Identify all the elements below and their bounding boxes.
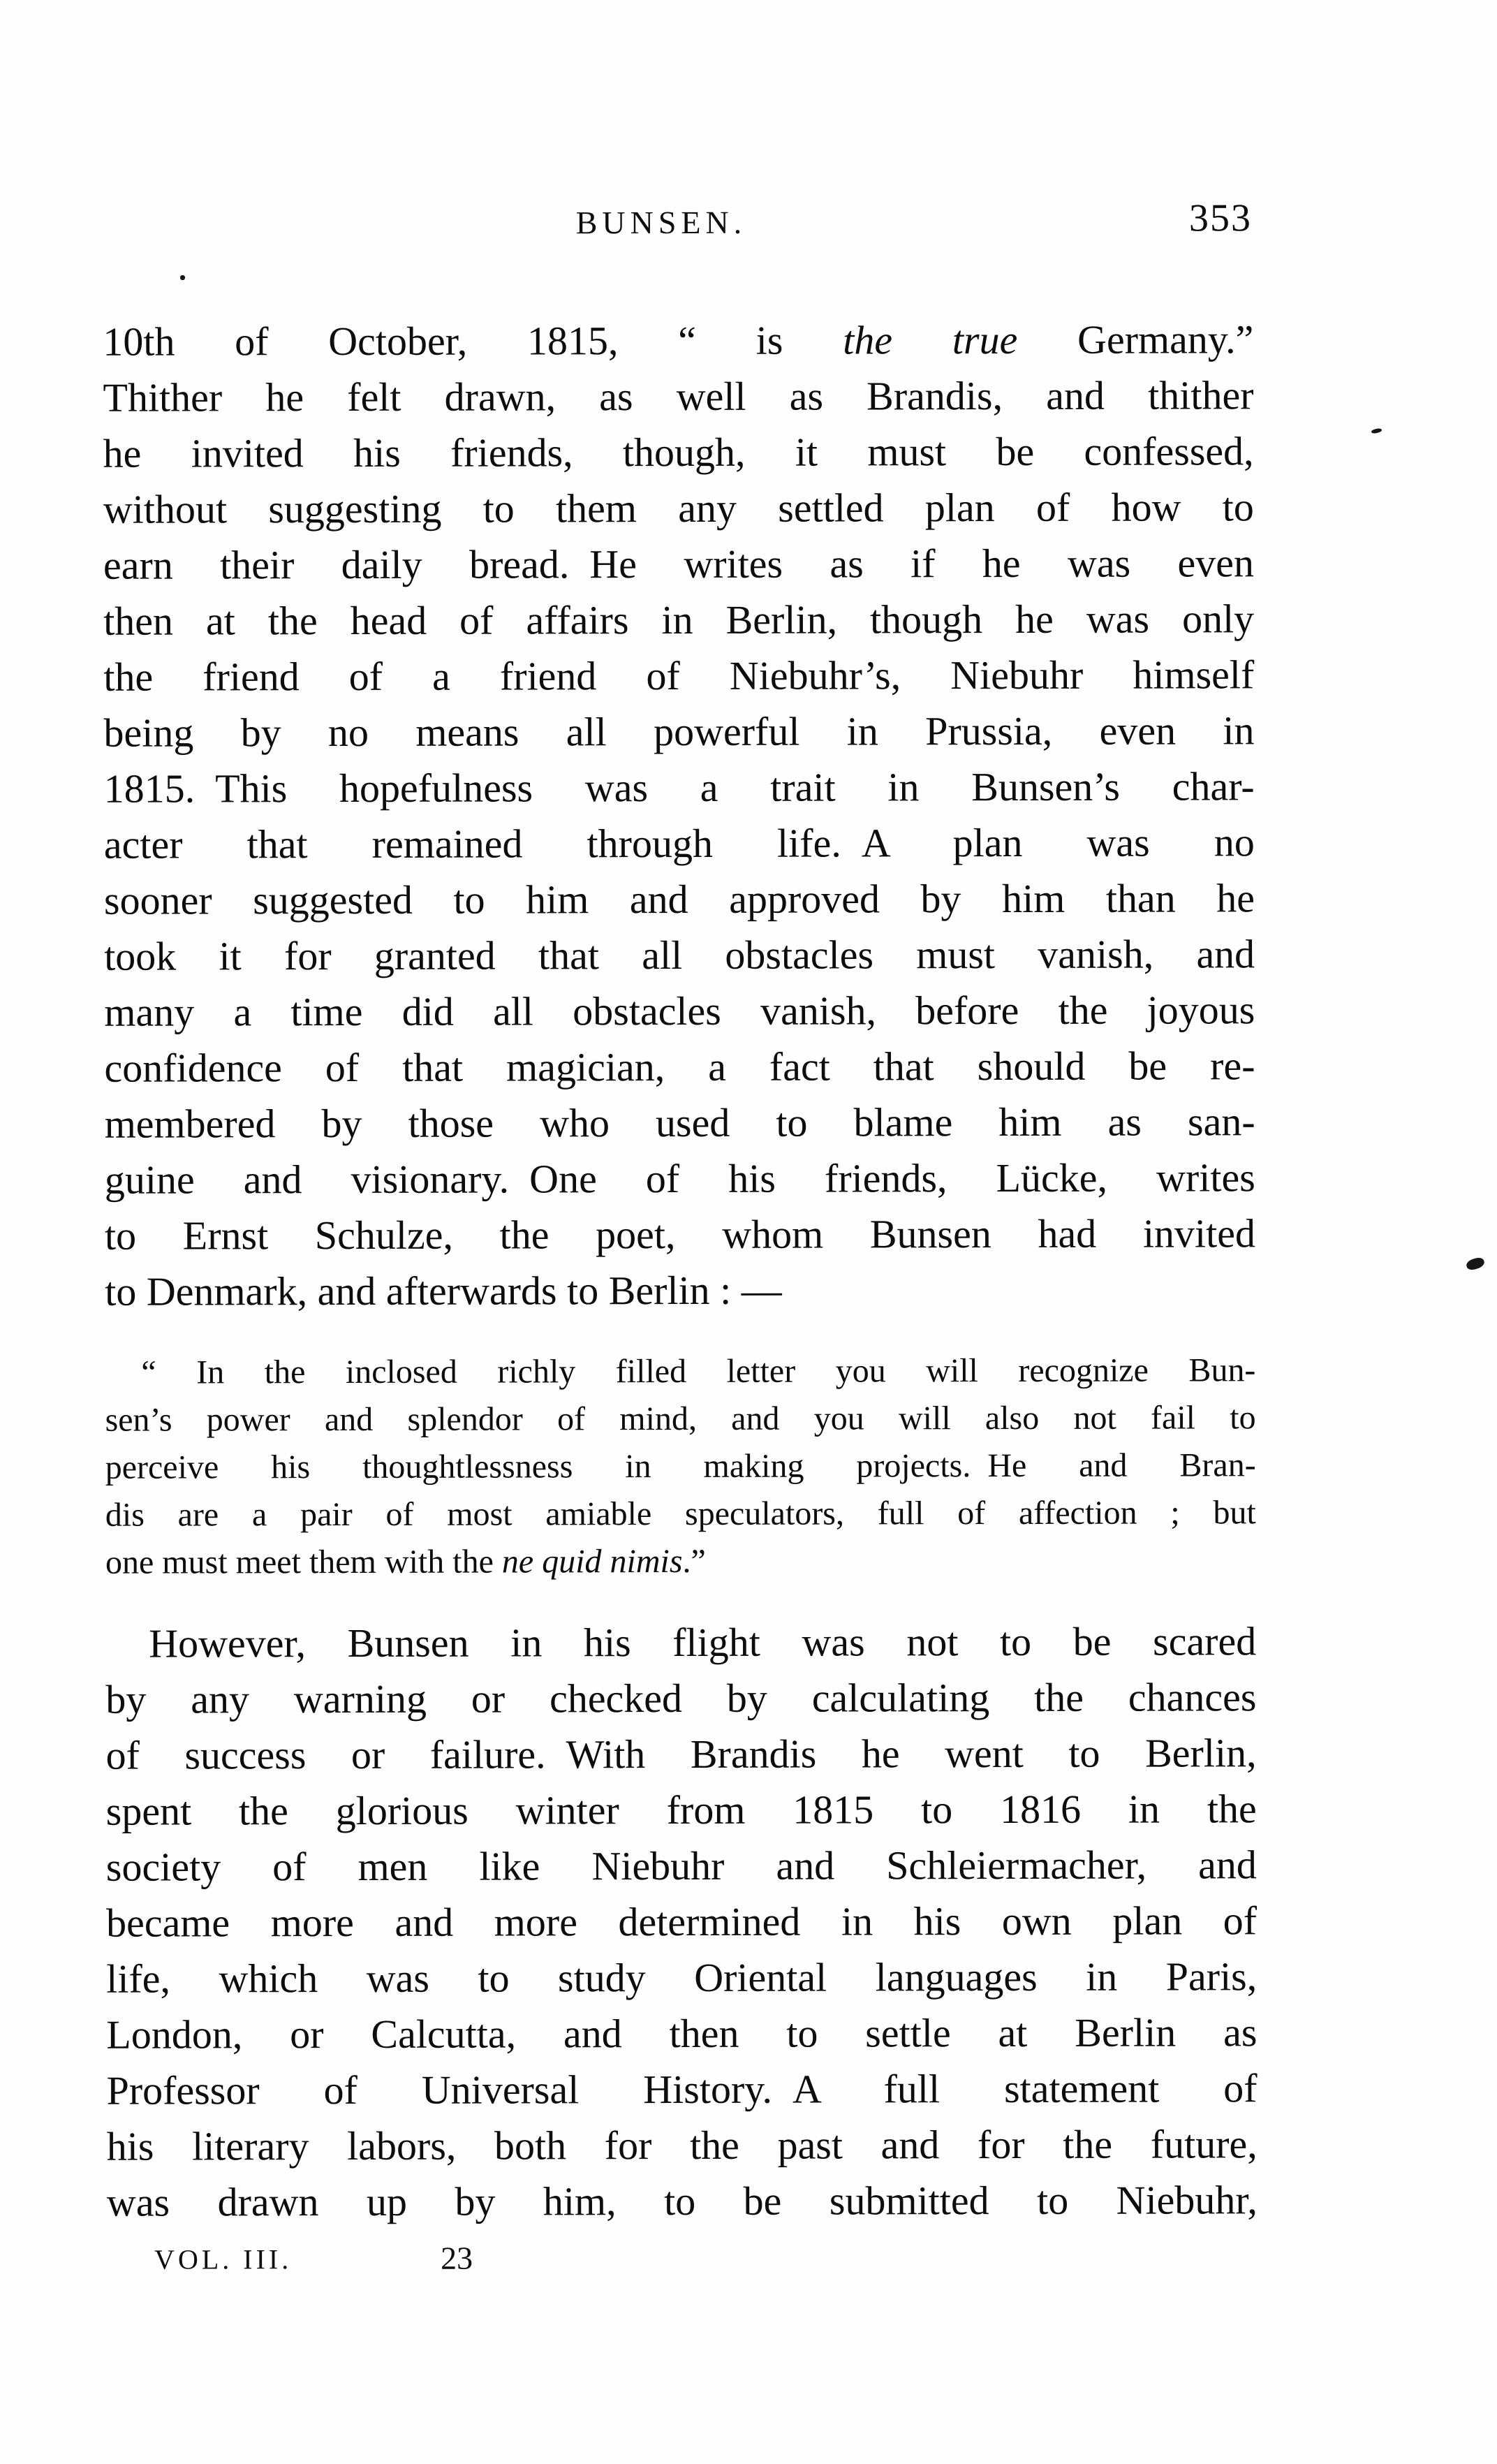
text-line: “ In the inclosed richly filled letter you will recognize Bun- <box>141 1351 1256 1391</box>
text-line: took it for granted that all obstacles must vanish, and <box>104 931 1255 979</box>
scan-speck <box>1371 428 1382 434</box>
text-line: without suggesting to them any settled plan of how to <box>103 484 1254 532</box>
text-line: he invited his friends, though, it must be confessed, <box>103 428 1254 476</box>
text-line: dis are a pair of most amiable speculators, full of affection ; but <box>105 1494 1256 1534</box>
paragraph-continuation <box>103 311 1255 1319</box>
text-line: society of men like Niebuhr and Schleiermacher, and <box>105 1842 1257 1890</box>
text-line: confidence of that magician, a fact that should be re- <box>104 1043 1255 1091</box>
scan-speck <box>180 275 185 280</box>
text-line: by any warning or checked by calculating the chances <box>105 1674 1257 1722</box>
text-line: However, Bunsen in his flight was not to be scared <box>149 1618 1257 1666</box>
page-header <box>103 196 1253 248</box>
text-line: spent the glorious winter from 1815 to 1816 in the <box>105 1786 1257 1834</box>
text-column <box>103 196 1258 2280</box>
paragraph-however <box>105 1613 1258 2230</box>
text-line: became more and more determined in his own plan of <box>105 1898 1258 1946</box>
running-title: BUNSEN. <box>575 204 747 241</box>
text-line: 1815. This hopefulness was a trait in Bunsen’s char- <box>103 763 1255 812</box>
text-line: earn their daily bread. He writes as if he was even <box>103 540 1255 588</box>
signature-number: 23 <box>441 2240 473 2276</box>
text-line: guine and visionary. One of his friends, Lücke, writes <box>104 1154 1255 1203</box>
text-line: was drawn up by him, to be submitted to Niebuhr, <box>106 2177 1258 2225</box>
text-line: one must meet them with the ne quid nimis.” <box>105 1542 706 1581</box>
text-line: London, or Calcutta, and then to settle at Berlin as <box>106 2009 1258 2058</box>
text-line: to Ernst Schulze, the poet, whom Bunsen had invited <box>104 1210 1256 1259</box>
text-line: of success or failure. With Brandis he went to Berlin, <box>105 1730 1257 1778</box>
text-line: then at the head of affairs in Berlin, though he was only <box>103 596 1255 644</box>
text-line: Thither he felt drawn, as well as Brandis, and thither <box>103 372 1254 420</box>
text-line: the friend of a friend of Niebuhr’s, Niebuhr himself <box>103 652 1255 700</box>
text-line: Professor of Universal History. A full statement of <box>106 2065 1258 2113</box>
volume-label: VOL. III. <box>154 2243 293 2275</box>
page-number: 353 <box>1188 196 1253 240</box>
text-line: being by no means all powerful in Prussia, even in <box>103 707 1255 756</box>
text-line: membered by those who used to blame him as san- <box>104 1099 1255 1147</box>
page-footer <box>107 2236 1258 2280</box>
text-line: many a time did all obstacles vanish, before the joyous <box>104 987 1255 1035</box>
scan-speck <box>1465 1256 1485 1271</box>
text-line: to Denmark, and afterwards to Berlin : — <box>105 1267 782 1314</box>
text-line: perceive his thoughtlessness in making projects. He and Bran- <box>105 1446 1256 1486</box>
text-line: life, which was to study Oriental languages in Paris, <box>106 1953 1258 2002</box>
text-line: sooner suggested to him and approved by him than he <box>103 875 1255 923</box>
block-quotation <box>105 1347 1256 1586</box>
text-line: 10th of October, 1815, “ is the true Germany.” <box>103 316 1254 365</box>
text-line: acter that remained through life. A plan was no <box>103 819 1255 867</box>
text-line: sen’s power and splendor of mind, and you will also not fail to <box>105 1399 1256 1439</box>
text-line: his literary labors, both for the past and for the future, <box>106 2121 1258 2169</box>
